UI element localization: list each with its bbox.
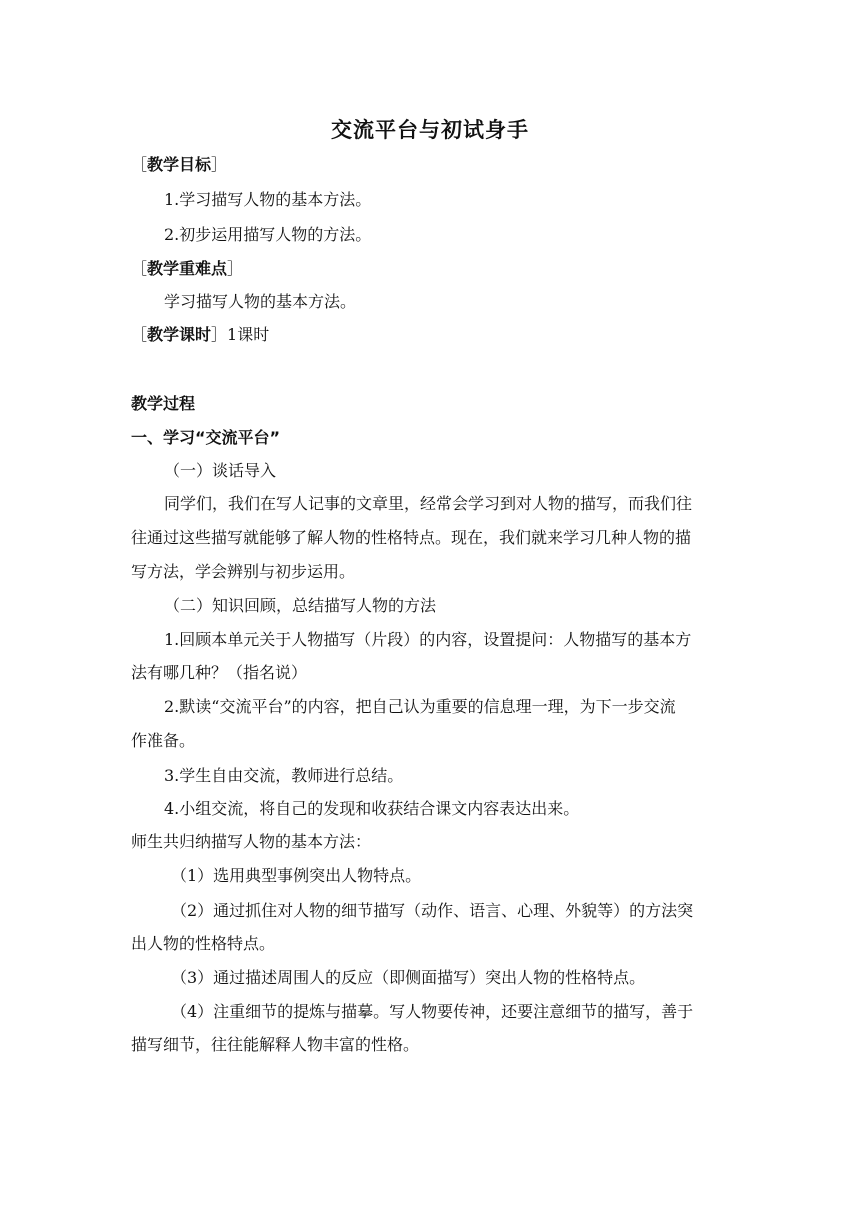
section-heading: 一、学习“交流平台” (131, 428, 281, 447)
summary-intro: 师生共归纳描写人物的基本方法： (131, 832, 372, 851)
key-points-heading: ［教学重难点］ (131, 259, 244, 278)
step-line: 4.小组交流，将自己的发现和收获结合课文内容表达出来。 (164, 799, 580, 818)
periods-line: ［教学课时］1课时 (131, 325, 270, 344)
subsection-title: （二）知识回顾，总结描写人物的方法 (164, 596, 437, 615)
process-heading: 教学过程 (131, 394, 196, 413)
step-line: 2.默读“交流平台”的内容，把自己认为重要的信息理一理，为下一步交流 (164, 697, 676, 716)
objective-item: 2.初步运用描写人物的方法。 (164, 225, 372, 244)
step-line: 作准备。 (131, 731, 196, 750)
paragraph-line: 往通过这些描写就能够了解人物的性格特点。现在，我们就来学习几种人物的描 (131, 528, 692, 547)
objectives-heading: ［教学目标］ (131, 155, 228, 174)
periods-value: 1课时 (227, 325, 270, 344)
method-line: 出人物的性格特点。 (131, 934, 276, 953)
method-line: （2）通过抓住对人物的细节描写（动作、语言、心理、外貌等）的方法突 (171, 901, 694, 920)
step-line: 3.学生自由交流，教师进行总结。 (164, 766, 404, 785)
method-line: 描写细节，往往能解释人物丰富的性格。 (131, 1035, 420, 1054)
objective-item: 1.学习描写人物的基本方法。 (164, 190, 372, 209)
paragraph-line: 写方法，学会辨别与初步运用。 (131, 562, 356, 581)
subsection-title: （一）谈话导入 (164, 461, 277, 480)
method-line: （1）选用典型事例突出人物特点。 (171, 866, 422, 885)
step-line: 1.回顾本单元关于人物描写（片段）的内容，设置提问：人物描写的基本方 (164, 630, 692, 649)
key-points-text: 学习描写人物的基本方法。 (164, 292, 357, 311)
step-line: 法有哪几种？（指名说） (131, 663, 308, 682)
document-title: 交流平台与初试身手 (331, 118, 529, 142)
method-line: （4）注重细节的提炼与描摹。写人物要传神，还要注意细节的描写，善于 (171, 1002, 694, 1021)
method-line: （3）通过描述周围人的反应（即侧面描写）突出人物的性格特点。 (171, 968, 646, 987)
paragraph-line: 同学们，我们在写人记事的文章里，经常会学习到对人物的描写，而我们往 (164, 494, 693, 513)
